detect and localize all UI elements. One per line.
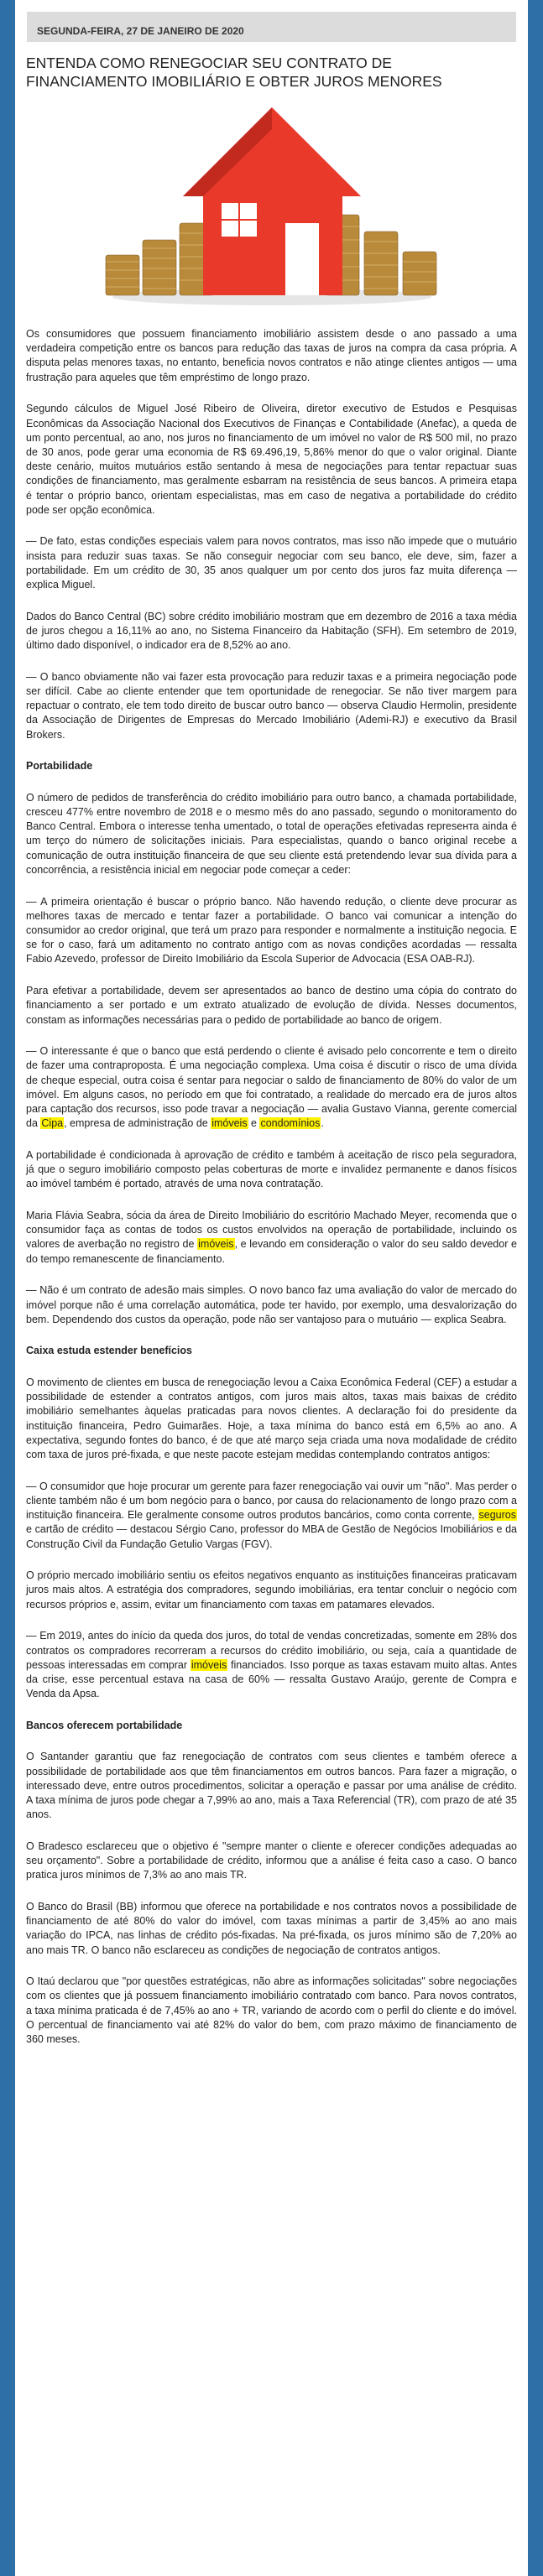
highlight: seguros — [478, 1509, 516, 1522]
blog-post — [15, 42, 528, 2047]
post-date: SEGUNDA-FEIRA, 27 DE JANEIRO DE 2020 — [27, 12, 516, 42]
highlight: condomínios — [260, 1117, 321, 1130]
paragraph: — Não é um contrato de adesão mais simples. O novo banco faz uma avaliação do valor de mercado do imóvel porque não é uma correlação automática, pode ter havido, por exemplo, uma desvalorização do bem. Dependendo dos custos da operação, pode não ser vantajoso para o mutuário — explica Seabra. — [26, 1284, 517, 1325]
paragraph: — A primeira orientação é buscar o próprio banco. Não havendo redução, o cliente deve procurar as melhores taxas de mercado e tentar fazer a portabilidade. O banco vai comunicar a intenção do consumidor ao credor original, que terá um prazo para responder e normalmente a instituição negocia. E se for o caso, fará um aditamento no contrato antigo com as novas condições acordadas — ressalta Fabio Azevedo, professor de Direito Imobiliário da Escola Superior de Advocacia (ESA OAB-RJ). — [26, 895, 517, 965]
paragraph: Dados do Banco Central (BC) sobre crédito imobiliário mostram que em dezembro de 2016 a taxa média de juros chegou a 16,11% ao ano, no Sistema Financeiro da Habitação (SFH). Em setembro de 2019, último dado disponível, o indicador era de 8,52% ao ano. — [26, 610, 517, 652]
section-heading: Bancos oferecem portabilidade — [26, 1719, 183, 1731]
paragraph: — De fato, estas condições especiais valem para novos contratos, mas isso não impede que o mutuário insista para reduzir suas taxas. Se não conseguir negociar com seu banco, ele deve, sim, fazer a portabilidade. Em um crédito de 30, 35 anos qualquer um por cento dos juros faz muita diferença — explica Miguel. — [26, 535, 517, 591]
paragraph: O Itaú declarou que "por questões estratégicas, não abre as informações solicitadas" sobre negociações com os clientes que já possuem financiamento imobiliário contratado com banco. Para novos contratos, a taxa mínima praticada é de 7,45% ao ano + TR, variando de acordo com o perfil do cliente e do imóvel. O percentual de financiamento vai até 82% do valor do bem, com prazo máximo de financiamento de 360 meses. — [26, 1975, 517, 2046]
highlight: imóveis — [191, 1658, 227, 1671]
paragraph: O número de pedidos de transferência do crédito imobiliário para outro banco, a chamada portabilidade, cresceu 477% entre novembro de 2018 e o mesmo mês do ano passado, segundo o monitoramento do Banco Central. Embora o interesse tenha umentado, o total de operações efetivadas represента ainda é um terço do número de solicitações iniciais. Para especialistas, quando o banco original recebe a comunicação de outra instituição financeira de que seu cliente está pretendendo levar sua dívida para a concorrência, a resistência inicial em negociar pode começar a ceder: — [26, 791, 517, 876]
highlight: imóveis — [211, 1117, 248, 1130]
paragraph: O Santander garantiu que faz renegociação de contratos com seus clientes e também oferece a possibilidade de portabilidade aos que têm financiamentos em outros bancos. Para fazer a migração, o interessado deve, entre outros procedimentos, solicitar a operação e passar por uma análise de crédito. A taxa mínima de juros pode chegar a 7,99% ao ano, mais a Taxa Referencial (TR), com prazo de até 35 anos. — [26, 1751, 517, 1821]
section-heading: Caixa estuda estender benefícios — [26, 1345, 192, 1357]
paragraph: — O consumidor que hoje procurar um gerente para fazer renegociação vai ouvir um "não". Mas perder o cliente também não é um bom negócio para o banco, por causa do relacionamento de longo prazo com a instituição financeira. Ele geralmente consome outros produtos bancários, como conta corrente, seguros e cartão de crédito — destacou Sérgio Cano, professor do MBA de Gestão de Negócios Imobiliários e da Construção Civil da Fundação Getulio Vargas (FGV). — [26, 1480, 517, 1550]
blog-page — [15, 0, 528, 2576]
paragraph: O movimento de clientes em busca de renegociação levou a Caixa Econômica Federal (CEF) a estudar a possibilidade de estender a contratos antigos, com juros mais altos, taxas mais baixas de crédito imobiliário semelhantes àquelas praticadas para novos clientes. A declaração foi do presidente da instituição financeira, Pedro Guimarães. Hoje, a taxa mínima do banco está em 6,5% ao ano. A expectativa, segundo fontes do banco, é de que até março seja criada uma nova modalidade de crédito com taxa de juros pré-fixada, e que neste pacote estejam medidas contemplando contratos antigos: — [26, 1376, 517, 1460]
section-heading: Portabilidade — [26, 760, 93, 773]
post-title[interactable]: ENTENDA COMO RENEGOCIAR SEU CONTRATO DE FINANCIAMENTO IMOBILIÁRIO E OBTER JUROS MENORES — [26, 55, 442, 90]
paragraph: Segundo cálculos de Miguel José Ribeiro de Oliveira, diretor executivo de Estudos e Pesquisas Econômicas da Associação Nacional dos Executivos de Finanças e Contabilidade (Anefac), a queda de um ponto percentual, ao ano, nos juros no financiamento de um imóvel no valor de R$ 500 mil, no prazo de 30 anos, pode gerar uma economia de R$ 69.496,19, 5,86% menor do que o valor original. Diante deste cenário, muitos mutuários estão sentando à mesa de negociações para tentar repactuar suas condições de financiamento, mas geralmente esbarram na resistência de seus bancos. A primeira etapa é tentar o próprio banco, orientam especialistas, mas em caso de negativa a portabilidade do crédito pode ser opção econômica. — [26, 403, 517, 516]
paragraph: — Em 2019, antes do início da queda dos juros, do total de vendas concretizadas, somente em 28% dos contratos os compradores recorreram a recursos do crédito imobiliário, ou seja, caía a quantidade de pessoas interessadas em comprar imóveis financiados. Isso porque as taxas estavam muito altas. Antes da crise, esse percentual estava na casa de 60% — ressalta Gustavo Araújo, gerente de Compra e Venda da Apsa. — [26, 1630, 518, 1700]
paragraph: Maria Flávia Seabra, sócia da área de Direito Imobiliário do escritório Machado Meyer, recomenda que o consumidor faça as contas de todos os custos envolvidos na operação de portabilidade, incluindo os valores de averbação no registro de imóveis, e levando em consideração o valor do seu saldo devedor e do tempo remanescente de financiamento. — [26, 1210, 517, 1265]
paragraph: O Bradesco esclareceu que o objetivo é "sempre manter o cliente e oferecer condições adequadas ao seu orçamento". Sobre a portabilidade de crédito, informou que a análise é feita caso a caso. O banco pratica juros mínimos de 7,3% ao ano mais TR. — [26, 1840, 517, 1881]
highlight: Cipa — [41, 1117, 64, 1130]
post-body — [26, 327, 517, 2047]
highlight: imóveis — [198, 1238, 234, 1251]
house-with-coins-image — [99, 97, 445, 307]
paragraph: — O banco obviamente não vai fazer esta provocação para reduzir taxas e a primeira negociação pode ser difícil. Cabe ao cliente entender que tem oportunidade de renegociar. Se não tiver margem para repactuar o contrato, ele tem todo direito de buscar outro banco — observa Claudio Hermolin, presidente da Associação de Dirigentes de Empresas do Mercado Imobiliário (Ademi-RJ) e executivo da Brasil Brokers. — [26, 670, 517, 741]
paragraph: — O interessante é que o banco que está perdendo o cliente é avisado pelo concorrente e tem o direito de fazer uma contraproposta. É uma negociação complexa. Uma coisa é discutir o risco de uma dívida de cheque especial, outra coisa é sentar para negociar o saldo de financiamento de 80% do valor de um imóvel. Em alguns casos, no período em que foi contratado, a realidade do mercado era de juros altos para captação dos recursos, isso pode travar a negociação — avalia Gustavo Vianna, gerente comercial da Cipa, empresa de administração de imóveis e condomínios. — [26, 1045, 517, 1130]
paragraph: Os consumidores que possuem financiamento imobiliário assistem desde o ano passado a uma verdadeira competição entre os bancos para redução das taxas de juros na compra da casa própria. A disputa pelas menores taxas, no entanto, beneficia novos contratos e não atinge clientes antigos — uma frustração para aqueles que têm empréstimo de longo prazo. — [26, 328, 517, 383]
paragraph: O próprio mercado imobiliário sentiu os efeitos negativos enquanto as instituições financeiras praticavam juros mais altos. A estratégia dos compradores, segundo imobiliárias, era tentar concluir o negócio com recursos próprios e, assim, evitar um financiamento com taxas em patamares elevados. — [26, 1569, 517, 1611]
paragraph: A portabilidade é condicionada à aprovação de crédito e também à aceitação de risco pela seguradora, já que o seguro imobiliário composto pelas coberturas de morte e invalidez permanente e danos físicos ao imóvel também é portado, através de uma nova contratação. — [26, 1148, 517, 1190]
paragraph: O Banco do Brasil (BB) informou que oferece na portabilidade e nos contratos novos a possibilidade de financiamento de até 80% do valor do imóvel, com taxas mínimas a partir de 3,45% ao ano mais variação do IPCA, nas linhas de crédito pós-fixadas. Na pré-fixada, os juros mínimo são de 7,20% ao ano mais TR. O banco não esclareceu as condições de negociação de contratos antigos. — [26, 1900, 517, 1956]
paragraph: Para efetivar a portabilidade, devem ser apresentados ao banco de destino uma cópia do contrato do financiamento a ser portado e um extrato atualizado de evolução de dívida. Nesses documentos, constam as informações necessárias para o pedido de portabilidade ao banco de origem. — [26, 985, 517, 1026]
